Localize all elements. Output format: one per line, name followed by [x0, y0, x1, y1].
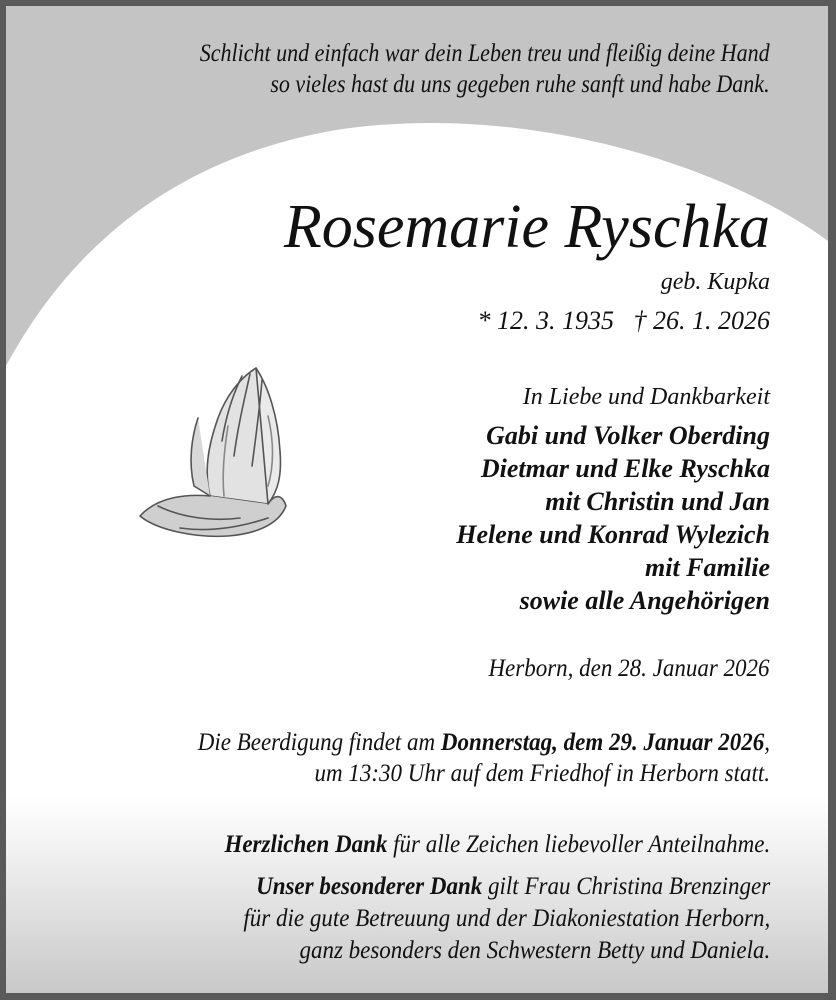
- special-thanks-bold: Unser besonderer Dank: [255, 873, 483, 900]
- motto-verse: [200, 38, 770, 100]
- place-and-date: Herborn, den 28. Januar 2026: [488, 655, 770, 682]
- mourner-line: Gabi und Volker Oberding: [486, 421, 770, 450]
- funeral-prefix: Die Beerdigung findet am: [197, 729, 441, 756]
- obituary-card: [6, 6, 828, 993]
- deceased-name: Rosemarie Ryschka: [283, 193, 770, 261]
- mourner-line: sowie alle Angehörigen: [519, 586, 770, 615]
- funeral-suffix: ,: [764, 729, 770, 756]
- mourner-line: Dietmar und Elke Ryschka: [480, 454, 770, 483]
- funeral-date: Donnerstag, dem 29. Januar 2026: [440, 729, 765, 756]
- dedication-line: In Liebe und Dankbarkeit: [522, 384, 770, 410]
- special-thanks-line-2: für die gute Betreuung und der Diakoniestation Herborn,: [243, 905, 770, 932]
- funeral-notice: [198, 727, 770, 789]
- birth-date: * 12. 3. 1935: [477, 306, 614, 335]
- general-thanks-bold: Herzlichen Dank: [224, 831, 388, 858]
- motto-line-2: so vieles hast du uns gegeben ruhe sanft und habe Dank.: [270, 71, 770, 98]
- funeral-line-1: [198, 727, 770, 758]
- mourner-line: mit Christin und Jan: [545, 487, 770, 516]
- general-thanks-text: für alle Zeichen liebevoller Anteilnahme.: [387, 831, 770, 858]
- mourner-line: Helene und Konrad Wylezich: [456, 520, 770, 549]
- special-thanks-line-1: [224, 871, 770, 903]
- death-date: † 26. 1. 2026: [633, 306, 770, 335]
- thanks-section: [224, 829, 770, 967]
- mourner-line: mit Familie: [645, 553, 770, 582]
- motto-line-1: Schlicht und einfach war dein Leben treu und fleißig deine Hand: [200, 40, 770, 67]
- funeral-line-2: um 13:30 Uhr auf dem Friedhof in Herborn statt.: [314, 760, 770, 787]
- general-thanks: [224, 829, 770, 861]
- special-thanks-line-3: ganz besonders den Schwestern Betty und Daniela.: [299, 937, 770, 964]
- maiden-name: geb. Kupka: [660, 269, 770, 295]
- praying-hands-icon: [128, 356, 298, 546]
- mourners-list: [456, 419, 770, 617]
- special-thanks-text: gilt Frau Christina Brenzinger: [482, 873, 770, 900]
- life-dates: [478, 306, 771, 336]
